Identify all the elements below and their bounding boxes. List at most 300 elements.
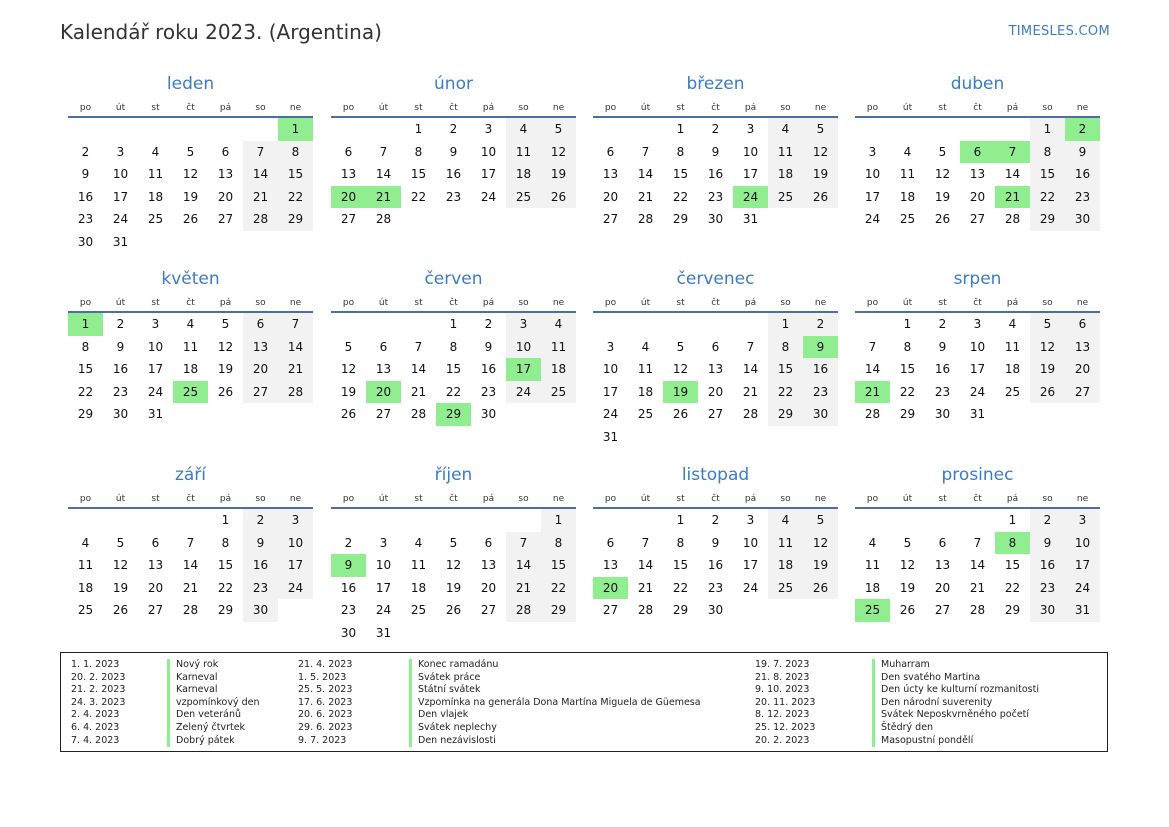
day-cell: 15 <box>672 167 689 181</box>
day-cell: 28 <box>1004 212 1021 226</box>
weekday-header <box>593 100 838 118</box>
legend-holiday-name: Den veteránů <box>167 709 260 722</box>
day-cell: 21 <box>278 358 313 381</box>
empty-cell <box>103 509 138 532</box>
legend-date: 21. 2. 2023 <box>71 684 126 696</box>
month-block <box>68 72 313 253</box>
day-cell: 26 <box>217 384 234 399</box>
weekday-label: ne <box>552 494 565 504</box>
legend-names-col-2 <box>409 659 701 747</box>
day-grid <box>68 313 313 426</box>
day-cell: 7 <box>973 535 982 550</box>
day-cell: 17 <box>742 558 759 572</box>
day-cell: 14 <box>637 558 654 572</box>
day-grid <box>593 118 838 231</box>
day-cell: 11 <box>637 362 654 376</box>
day-cell: 6 <box>938 535 947 550</box>
weekday-label: st <box>151 103 160 113</box>
weekday-label: pá <box>1006 298 1019 308</box>
weekday-label: út <box>115 298 126 308</box>
holiday-day-cell: 21 <box>366 186 401 209</box>
day-cell: 3 <box>606 339 615 354</box>
weekday-label: po <box>342 103 355 113</box>
empty-cell <box>173 118 208 141</box>
day-cell: 16 <box>340 580 357 595</box>
day-cell: 30 <box>77 234 94 249</box>
holiday-day-cell: 7 <box>995 141 1030 164</box>
day-cell: 28 <box>410 407 427 421</box>
holiday-day-cell: 8 <box>995 532 1030 555</box>
day-cell: 27 <box>602 212 619 226</box>
day-cell: 25 <box>899 212 916 226</box>
day-cell: 4 <box>768 509 803 532</box>
day-cell: 9 <box>449 144 458 159</box>
day-cell: 7 <box>186 535 195 550</box>
day-cell: 6 <box>484 535 493 550</box>
day-cell: 5 <box>344 339 353 354</box>
day-cell: 31 <box>375 625 392 640</box>
day-cell: 24 <box>375 603 392 617</box>
day-cell: 18 <box>147 189 164 204</box>
day-cell: 13 <box>969 167 986 181</box>
day-cell: 23 <box>1030 577 1065 600</box>
weekday-label: so <box>780 494 791 504</box>
day-cell: 8 <box>1030 141 1065 164</box>
day-cell: 12 <box>112 558 129 572</box>
day-cell: 5 <box>938 144 947 159</box>
day-cell: 8 <box>541 532 576 555</box>
day-cell: 30 <box>480 407 497 421</box>
weekday-label: út <box>640 494 651 504</box>
weekday-label: út <box>378 494 389 504</box>
day-cell: 14 <box>375 167 392 181</box>
day-cell: 2 <box>803 313 838 336</box>
day-cell: 22 <box>541 577 576 600</box>
weekday-label: ne <box>1076 298 1089 308</box>
day-cell: 8 <box>221 535 230 550</box>
weekday-label: so <box>255 298 266 308</box>
holiday-legend <box>60 652 1108 752</box>
weekday-label: po <box>866 494 879 504</box>
weekday-label: ne <box>1076 103 1089 113</box>
weekday-label: pá <box>744 298 757 308</box>
weekday-header <box>68 100 313 118</box>
weekday-label: so <box>255 103 266 113</box>
page-title: Kalendář roku 2023. (Argentina) <box>60 20 382 44</box>
day-cell: 11 <box>864 558 881 572</box>
empty-cell <box>593 118 628 141</box>
day-cell: 31 <box>602 429 619 444</box>
day-cell: 30 <box>112 407 129 421</box>
weekday-label: st <box>151 298 160 308</box>
day-cell: 1 <box>903 317 912 331</box>
legend-holiday-name: Konec ramadánu <box>409 659 701 672</box>
legend-date: 20. 2. 2023 <box>71 671 126 683</box>
empty-cell <box>628 509 663 532</box>
month-block <box>593 267 838 448</box>
day-cell: 13 <box>934 558 951 572</box>
month-block <box>68 267 313 426</box>
day-cell: 9 <box>711 535 720 550</box>
weekday-label: st <box>414 494 423 504</box>
day-cell: 24 <box>147 384 164 399</box>
day-cell: 23 <box>112 384 129 399</box>
day-cell: 29 <box>768 403 803 426</box>
legend-holiday-name: vzpomínkový den <box>167 697 260 710</box>
legend-holiday-name: Dobrý pátek <box>167 735 260 748</box>
legend-date: 8. 12. 2023 <box>755 709 810 721</box>
day-cell: 8 <box>81 339 90 354</box>
holiday-day-cell: 24 <box>733 186 768 209</box>
month-name: prosinec <box>941 465 1014 485</box>
day-cell: 7 <box>641 535 650 550</box>
weekday-header <box>855 295 1100 313</box>
empty-cell <box>593 313 628 336</box>
day-cell: 20 <box>147 580 164 595</box>
day-cell: 5 <box>541 118 576 141</box>
weekday-label: po <box>79 494 92 504</box>
empty-cell <box>663 313 698 336</box>
day-cell: 19 <box>182 189 199 204</box>
day-cell: 1 <box>768 313 803 336</box>
empty-cell <box>138 118 173 141</box>
day-cell: 2 <box>81 144 90 159</box>
day-cell: 13 <box>480 558 497 572</box>
day-cell: 15 <box>1004 558 1021 572</box>
day-cell: 21 <box>742 384 759 399</box>
day-cell: 11 <box>506 141 541 164</box>
day-cell: 22 <box>445 384 462 399</box>
holiday-day-cell: 9 <box>331 554 366 577</box>
weekday-label: st <box>151 494 160 504</box>
empty-cell <box>401 509 436 532</box>
day-cell: 20 <box>934 580 951 595</box>
day-cell: 20 <box>1065 358 1100 381</box>
day-cell: 5 <box>449 535 458 550</box>
empty-cell <box>68 509 103 532</box>
legend-date: 24. 3. 2023 <box>71 696 126 708</box>
legend-date: 9. 10. 2023 <box>755 684 810 696</box>
day-cell: 17 <box>480 167 497 181</box>
day-grid <box>855 509 1100 622</box>
month-name: únor <box>434 74 473 94</box>
day-cell: 16 <box>934 362 951 376</box>
day-cell: 8 <box>449 339 458 354</box>
empty-cell <box>995 118 1030 141</box>
holiday-day-cell: 25 <box>855 599 890 622</box>
month-block <box>855 267 1100 426</box>
day-cell: 30 <box>707 603 724 617</box>
day-cell: 22 <box>768 381 803 404</box>
day-cell: 12 <box>803 532 838 555</box>
weekday-header <box>331 295 576 313</box>
day-cell: 16 <box>1030 554 1065 577</box>
holiday-day-cell: 1 <box>68 313 103 336</box>
day-cell: 8 <box>676 535 685 550</box>
month-name: srpen <box>953 269 1002 289</box>
day-cell: 22 <box>217 580 234 595</box>
day-cell: 16 <box>77 189 94 204</box>
legend-names-col-1 <box>167 659 260 747</box>
empty-cell <box>436 509 471 532</box>
day-cell: 21 <box>410 384 427 399</box>
holiday-day-cell: 6 <box>960 141 995 164</box>
day-cell: 21 <box>969 580 986 595</box>
day-cell: 2 <box>449 122 458 136</box>
day-cell: 24 <box>864 212 881 226</box>
day-cell: 27 <box>375 407 392 421</box>
day-cell: 18 <box>768 163 803 186</box>
day-cell: 15 <box>278 163 313 186</box>
day-cell: 23 <box>707 189 724 204</box>
day-cell: 26 <box>182 212 199 226</box>
day-cell: 30 <box>243 599 278 622</box>
month-block <box>331 72 576 231</box>
day-cell: 23 <box>1065 186 1100 209</box>
empty-cell <box>733 313 768 336</box>
holiday-day-cell: 20 <box>366 381 401 404</box>
day-cell: 15 <box>1030 163 1065 186</box>
day-cell: 23 <box>707 580 724 595</box>
day-cell: 29 <box>541 599 576 622</box>
day-cell: 24 <box>969 384 986 399</box>
day-cell: 25 <box>637 407 654 421</box>
day-cell: 28 <box>182 603 199 617</box>
day-cell: 14 <box>243 163 278 186</box>
day-cell: 29 <box>672 603 689 617</box>
day-cell: 11 <box>182 339 199 354</box>
day-cell: 14 <box>637 167 654 181</box>
day-cell: 26 <box>899 603 916 617</box>
day-cell: 31 <box>742 212 759 226</box>
day-cell: 19 <box>1030 358 1065 381</box>
day-cell: 8 <box>768 336 803 359</box>
day-cell: 26 <box>1030 381 1065 404</box>
weekday-header <box>68 491 313 509</box>
day-cell: 11 <box>77 558 94 572</box>
day-cell: 30 <box>707 212 724 226</box>
legend-date: 1. 1. 2023 <box>71 659 120 670</box>
day-cell: 22 <box>899 384 916 399</box>
day-cell: 1 <box>414 122 423 136</box>
weekday-label: so <box>518 494 529 504</box>
day-cell: 9 <box>1030 532 1065 555</box>
day-cell: 24 <box>506 381 541 404</box>
day-cell: 13 <box>375 362 392 376</box>
weekday-label: so <box>518 103 529 113</box>
weekday-label: út <box>115 494 126 504</box>
weekday-label: čt <box>449 494 458 504</box>
holiday-day-cell: 20 <box>331 186 366 209</box>
day-cell: 18 <box>410 580 427 595</box>
day-cell: 22 <box>1004 580 1021 595</box>
day-cell: 25 <box>1004 384 1021 399</box>
day-cell: 8 <box>676 144 685 159</box>
weekday-header <box>331 491 576 509</box>
day-cell: 27 <box>1065 381 1100 404</box>
weekday-label: ne <box>552 298 565 308</box>
legend-holiday-name: Vzpomínka na generála Dona Martína Miguela de Güemesa <box>409 697 701 710</box>
legend-dates-col-1 <box>71 659 125 747</box>
day-cell: 11 <box>899 167 916 181</box>
day-grid <box>331 509 576 644</box>
day-cell: 17 <box>864 189 881 204</box>
day-cell: 13 <box>340 167 357 181</box>
legend-date: 29. 6. 2023 <box>298 721 353 733</box>
day-cell: 3 <box>868 144 877 159</box>
day-cell: 23 <box>243 577 278 600</box>
day-cell: 30 <box>1030 599 1065 622</box>
weekday-label: čt <box>711 494 720 504</box>
day-cell: 21 <box>506 577 541 600</box>
day-cell: 4 <box>151 144 160 159</box>
day-cell: 22 <box>672 189 689 204</box>
weekday-label: ne <box>814 494 827 504</box>
legend-date: 17. 6. 2023 <box>298 696 353 708</box>
weekday-header <box>593 491 838 509</box>
day-cell: 3 <box>379 535 388 550</box>
weekday-label: so <box>1042 494 1053 504</box>
holiday-day-cell: 20 <box>593 577 628 600</box>
legend-holiday-name: Svátek neplechy <box>409 722 701 735</box>
legend-holiday-name: Svátek Neposkvrněného početí <box>872 709 1039 722</box>
empty-cell <box>628 118 663 141</box>
day-cell: 25 <box>768 186 803 209</box>
day-cell: 14 <box>1004 167 1021 181</box>
day-cell: 2 <box>243 509 278 532</box>
day-cell: 10 <box>278 532 313 555</box>
day-cell: 9 <box>1065 141 1100 164</box>
weekday-label: st <box>676 298 685 308</box>
day-cell: 24 <box>278 577 313 600</box>
day-cell: 1 <box>449 317 458 331</box>
day-cell: 26 <box>445 603 462 617</box>
day-cell: 10 <box>480 144 497 159</box>
empty-cell <box>960 509 995 532</box>
day-cell: 4 <box>868 535 877 550</box>
day-cell: 31 <box>147 407 164 421</box>
day-grid <box>855 313 1100 426</box>
legend-dates-col-2 <box>298 659 352 747</box>
weekday-label: pá <box>482 494 495 504</box>
day-cell: 1 <box>1030 118 1065 141</box>
day-cell: 11 <box>768 141 803 164</box>
holiday-day-cell: 19 <box>663 381 698 404</box>
day-cell: 25 <box>541 381 576 404</box>
day-cell: 27 <box>340 212 357 226</box>
day-cell: 21 <box>182 580 199 595</box>
weekday-label: st <box>938 494 947 504</box>
day-cell: 7 <box>379 144 388 159</box>
weekday-label: čt <box>973 103 982 113</box>
day-cell: 28 <box>375 212 392 226</box>
empty-cell <box>331 118 366 141</box>
day-cell: 18 <box>506 163 541 186</box>
day-cell: 12 <box>934 167 951 181</box>
day-cell: 28 <box>637 212 654 226</box>
weekday-label: ne <box>814 298 827 308</box>
day-cell: 26 <box>340 407 357 421</box>
day-cell: 7 <box>868 339 877 354</box>
day-cell: 10 <box>742 144 759 159</box>
month-block <box>855 72 1100 231</box>
day-grid <box>593 313 838 448</box>
empty-cell <box>366 118 401 141</box>
day-cell: 23 <box>445 189 462 204</box>
day-cell: 25 <box>410 603 427 617</box>
weekday-label: čt <box>973 494 982 504</box>
day-cell: 5 <box>803 509 838 532</box>
weekday-label: pá <box>219 103 232 113</box>
empty-cell <box>366 509 401 532</box>
weekday-label: po <box>604 298 617 308</box>
day-cell: 28 <box>506 599 541 622</box>
day-cell: 19 <box>803 554 838 577</box>
legend-holiday-name: Den úcty ke kulturní rozmanitosti <box>872 684 1039 697</box>
day-cell: 12 <box>445 558 462 572</box>
day-cell: 9 <box>243 532 278 555</box>
day-cell: 12 <box>541 141 576 164</box>
weekday-header <box>331 100 576 118</box>
day-cell: 10 <box>864 167 881 181</box>
weekday-label: čt <box>186 494 195 504</box>
weekday-label: po <box>866 103 879 113</box>
legend-holiday-name: Štědrý den <box>872 722 1039 735</box>
weekday-label: so <box>255 494 266 504</box>
weekday-label: čt <box>186 103 195 113</box>
day-cell: 2 <box>711 513 720 527</box>
day-cell: 27 <box>934 603 951 617</box>
day-cell: 11 <box>768 532 803 555</box>
brand-logo-text[interactable]: TIMESLES.COM <box>1008 24 1110 39</box>
day-grid <box>68 509 313 622</box>
legend-holiday-name: Karneval <box>167 672 260 685</box>
day-cell: 7 <box>746 339 755 354</box>
legend-holiday-name: Karneval <box>167 684 260 697</box>
day-cell: 13 <box>602 167 619 181</box>
day-cell: 22 <box>1030 186 1065 209</box>
legend-holiday-name: Svátek práce <box>409 672 701 685</box>
day-cell: 20 <box>602 189 619 204</box>
legend-holiday-name: Den nezávislosti <box>409 735 701 748</box>
day-cell: 4 <box>541 313 576 336</box>
day-cell: 3 <box>1065 509 1100 532</box>
empty-cell <box>593 509 628 532</box>
day-cell: 23 <box>803 381 838 404</box>
month-block <box>593 72 838 231</box>
day-cell: 22 <box>77 384 94 399</box>
day-cell: 19 <box>112 580 129 595</box>
day-cell: 18 <box>182 362 199 376</box>
weekday-label: pá <box>219 494 232 504</box>
holiday-day-cell: 29 <box>436 403 471 426</box>
day-cell: 14 <box>742 362 759 376</box>
legend-date: 20. 2. 2023 <box>755 734 810 746</box>
day-cell: 17 <box>1065 554 1100 577</box>
day-cell: 29 <box>1030 208 1065 231</box>
day-cell: 23 <box>934 384 951 399</box>
day-cell: 12 <box>217 339 234 354</box>
empty-cell <box>243 118 278 141</box>
weekday-label: po <box>342 494 355 504</box>
day-cell: 29 <box>77 407 94 421</box>
weekday-label: po <box>79 298 92 308</box>
weekday-label: út <box>640 103 651 113</box>
day-cell: 18 <box>541 358 576 381</box>
legend-date: 9. 7. 2023 <box>298 734 347 746</box>
day-cell: 12 <box>672 362 689 376</box>
day-cell: 26 <box>541 186 576 209</box>
